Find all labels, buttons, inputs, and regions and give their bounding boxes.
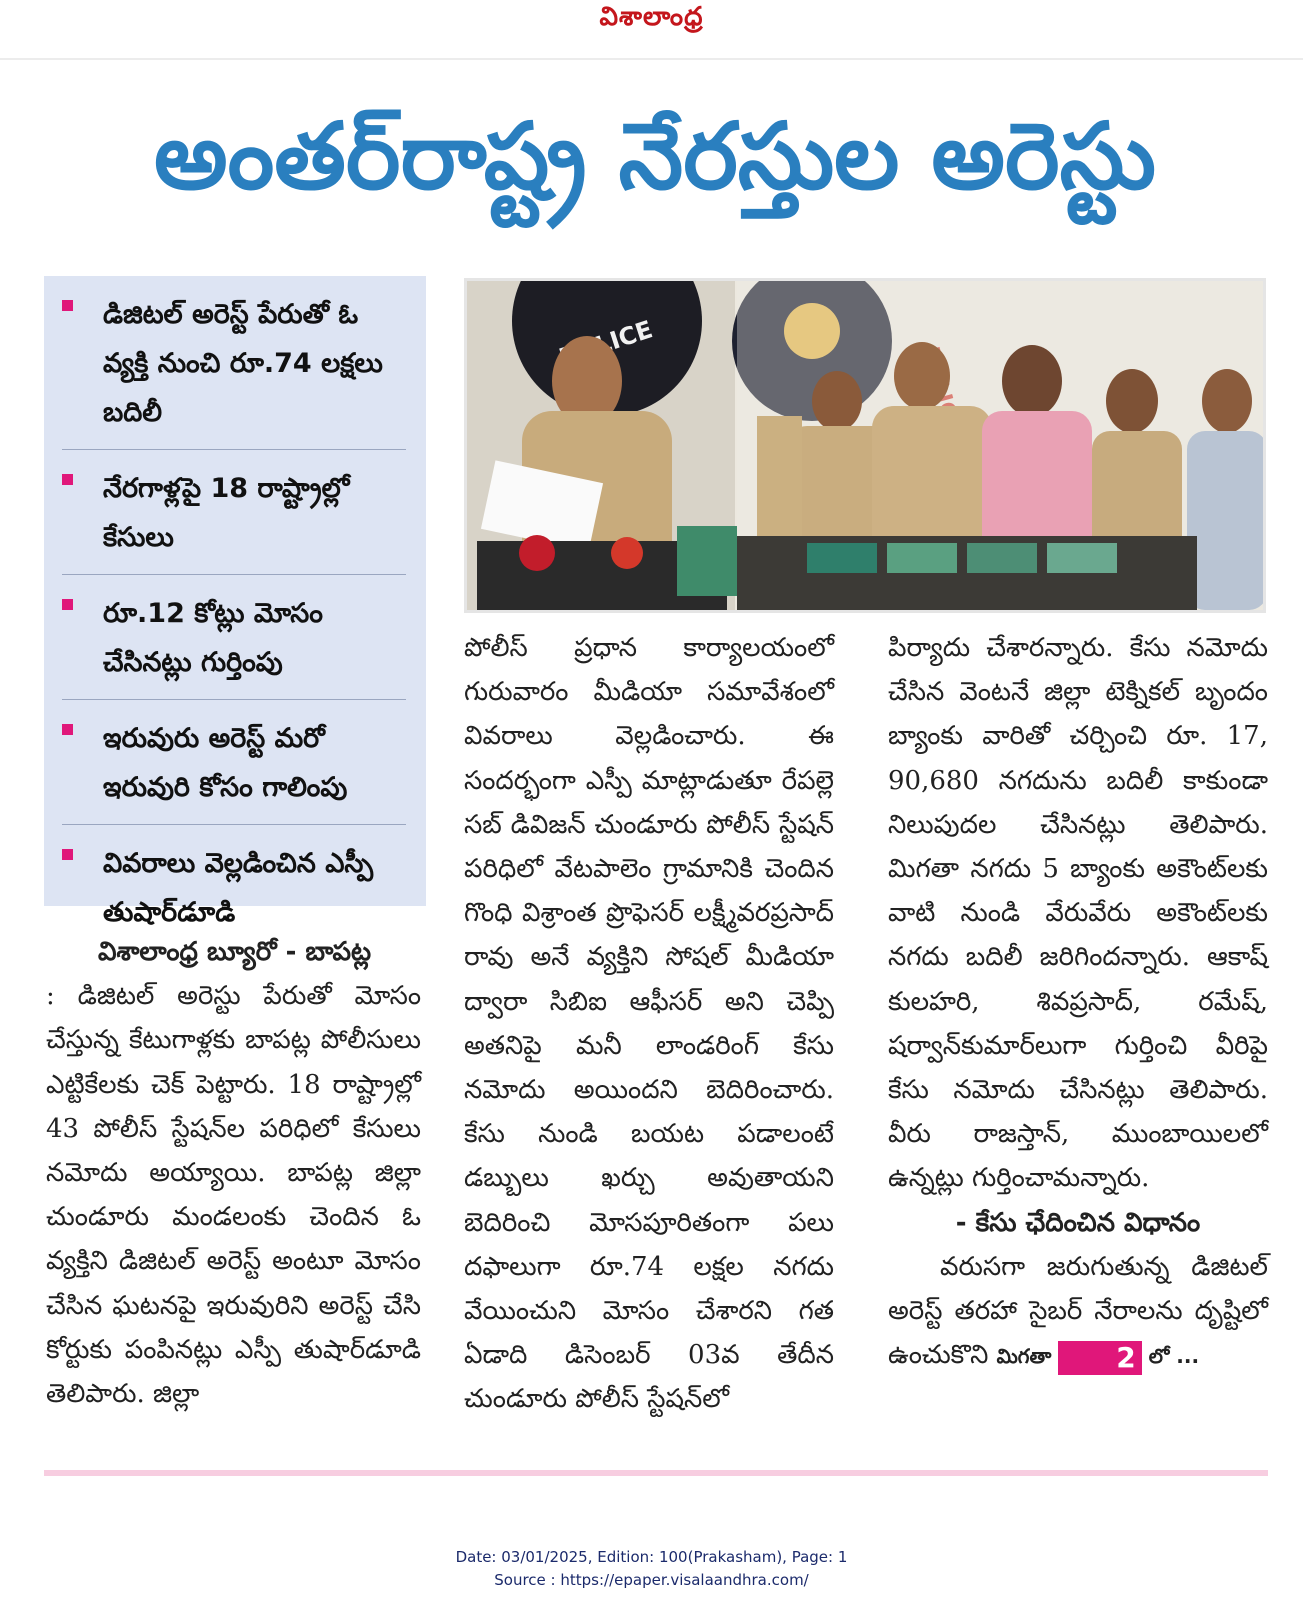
masthead bbox=[0, 0, 1303, 40]
bullet-icon bbox=[62, 599, 73, 610]
highlight-item bbox=[62, 460, 406, 575]
highlight-text: వివరాలు వెల్లడించిన ఎస్పీ తుషార్‌డూడి bbox=[103, 848, 374, 928]
article-byline: విశాలాంధ్ర బ్యూరో - బాపట్ల bbox=[98, 937, 372, 967]
highlight-item bbox=[62, 286, 406, 450]
highlight-text: నేరగాళ్లపై 18 రాష్ట్రాల్లో కేసులు bbox=[103, 473, 350, 553]
footer-date: Date: 03/01/2025, Edition: 100(Prakasham), Page: 1 bbox=[455, 1548, 848, 1566]
highlights-box bbox=[44, 276, 426, 928]
bottom-rule bbox=[44, 1470, 1268, 1476]
footer-source: Source : https://epaper.visalaandhra.com/ bbox=[494, 1571, 809, 1589]
highlight-text: డిజిటల్‌ అరెస్ట్‌ పేరుతో ఓ వ్యక్తి నుంచి రూ.74 లక్షలు బదిలీ bbox=[103, 299, 383, 428]
article-column-2 bbox=[464, 626, 834, 1422]
press-conference-photo bbox=[464, 278, 1266, 613]
continued-marker bbox=[996, 1340, 1200, 1374]
highlight-item bbox=[62, 710, 406, 825]
newspaper-logo: విశాలాంధ్ర bbox=[599, 2, 704, 32]
headline: అంతర్‌రాష్ట్ర నేరస్తుల అరెస్టు bbox=[154, 103, 1156, 210]
bullet-icon bbox=[62, 849, 73, 860]
bullet-icon bbox=[62, 300, 73, 311]
bullet-icon bbox=[62, 724, 73, 735]
top-divider bbox=[0, 58, 1303, 60]
article-text: : డిజిటల్‌ అరెస్టు పేరుతో మోసం చేస్తున్న కేటుగాళ్లకు బాపట్ల పోలీసులు ఎట్టికేలకు చెక్‌ పెట్టారు. 18 రాష్ట్రాల్లో 43 పోలీస్‌ స్టేషన్‌ల పరిధిలో కేసులు నమోదు అయ్యాయి. బాపట్ల జిల్లా చుండూరు మండలంకు చెందిన ఓ వ్యక్తిని డిజిటల్‌ అరెస్ట్‌ అంటూ మోసం చేసిన ఘటనపై ఇరువురిని అరెస్ట్‌ చేసి కోర్టుకు పంపినట్లు ఎస్పీ తుషార్‌డూడి తెలిపారు. జిల్లా bbox=[46, 981, 421, 1410]
photo-illustration bbox=[467, 281, 1263, 610]
article-subhead: - కేసు ఛేదించిన విధానం bbox=[955, 1207, 1201, 1238]
highlight-item bbox=[62, 585, 406, 700]
article-text bbox=[888, 1245, 1268, 1379]
footer bbox=[0, 1546, 1303, 1592]
bullet-icon bbox=[62, 474, 73, 485]
article-column-1 bbox=[46, 930, 421, 1416]
article-column-3 bbox=[888, 626, 1268, 1378]
continued-page-number: 2 bbox=[1058, 1341, 1141, 1375]
article-text: పోలీస్‌ ప్రధాన కార్యాలయంలో గురువారం మీడియా సమావేశంలో వివరాలు వెల్లడించారు. ఈ సందర్భంగా ఎస్పీ మాట్లాడుతూ రేపల్లె సబ్‌ డివిజన్‌ చుండూరు పోలీస్‌ స్టేషన్‌ పరిధిలో వేటపాలెం గ్రామానికి చెందిన గొంధి విశ్రాంత ప్రొఫెసర్‌ లక్ష్మీవరప్రసాద్‌ రావు అనే వ్యక్తిని సోషల్‌ మీడియా ద్వారా సిబిఐ ఆఫీసర్‌ అని చెప్పి అతనిపై మనీ లాండరింగ్‌ కేసు నమోదు అయిందని బెదిరించారు. కేసు నుండి బయట పడాలంటే డబ్బులు ఖర్చు అవుతాయని బెదిరించి మోసపూరితంగా పలు దఫాలుగా రూ.74 లక్షల నగదు వేయించుని మోసం చేశారని గత ఏడాది డిసెంబర్‌ 03వ తేదీన చుండూరు పోలీస్‌ స్టేషన్‌లో bbox=[464, 633, 834, 1415]
continued-suffix: లో ... bbox=[1148, 1344, 1200, 1369]
article-text-tail: వరుసగా జరుగుతున్న డిజిటల్‌ అరెస్ట్‌ తరహా సైబర్‌ నేరాలను దృష్టిలో ఉంచుకొని bbox=[888, 1251, 1268, 1371]
continued-prefix: మిగతా bbox=[996, 1344, 1052, 1369]
highlight-text: రూ.12 కోట్లు మోసం చేసినట్లు గుర్తింపు bbox=[103, 598, 323, 678]
highlight-text: ఇరువురు అరెస్ట్‌ మరో ఇరువురి కోసం గాలింపు bbox=[103, 723, 348, 803]
article-text: పిర్యాదు చేశారన్నారు. కేసు నమోదు చేసిన వెంటనే జిల్లా టెక్నికల్‌ బృందం బ్యాంకు వారితో చర్చించి రూ. 17, 90,680 నగదును బదిలీ కాకుండా నిలుపుదల చేసినట్లు తెలిపారు. మిగతా నగదు 5 బ్యాంకు అకౌంట్‌లకు వాటి నుండి వేరువేరు అకౌంట్‌లకు నగదు బదిలీ జరిగిందన్నారు. ఆకాష్‌ కులహరి, శివప్రసాద్‌, రమేష్‌, షర్వాన్‌కుమార్‌లుగా గుర్తించి వీరిపై కేసు నమోదు చేసినట్లు తెలిపారు. వీరు రాజస్తాన్‌, ముంబాయిలలో ఉన్నట్లు గుర్తించామన్నారు. bbox=[888, 633, 1268, 1194]
